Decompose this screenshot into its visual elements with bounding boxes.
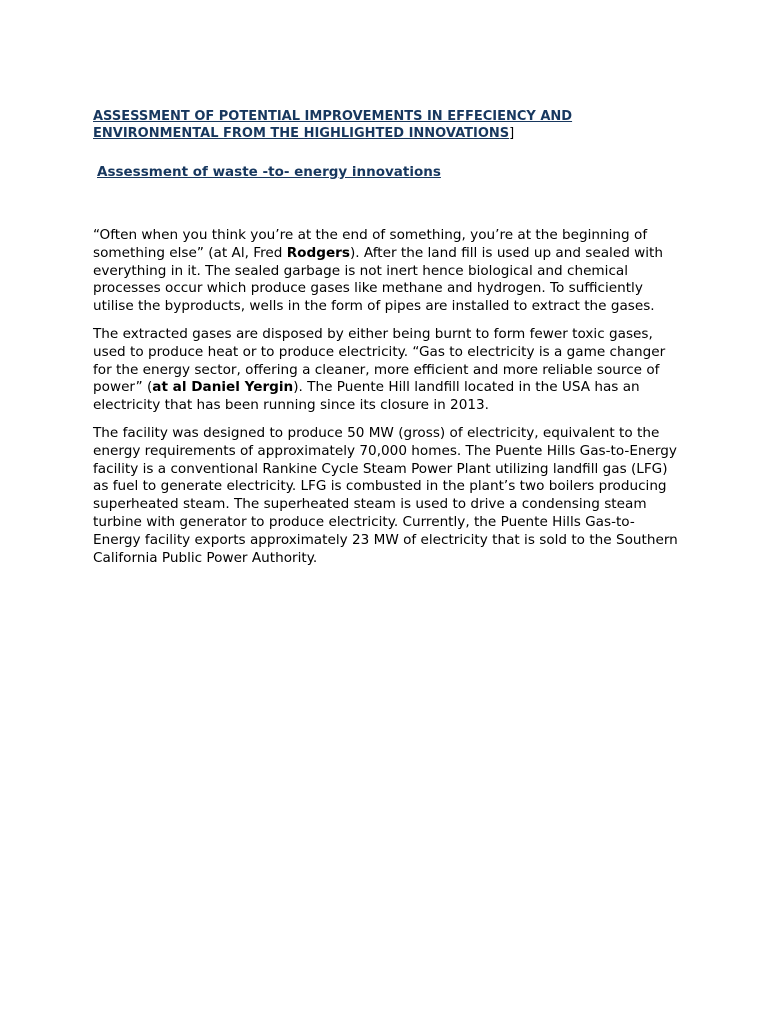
heading-bracket: ] (509, 126, 515, 141)
paragraph-1-citation: Rodgers (286, 244, 350, 261)
document-page (93, 108, 678, 567)
paragraph-1 (93, 227, 678, 316)
main-heading (93, 108, 678, 142)
main-heading-line1: ASSESSMENT OF POTENTIAL IMPROVEMENTS IN EFFECIENCY AND (93, 109, 573, 124)
paragraph-2 (93, 326, 678, 415)
paragraph-2-text-a: The extracted gases are disposed by either being burnt to form fewer toxic gases, used to produce heat or to produce electricity. “Gas to electricity is a game changer for the energy sector, offering a cleaner, more efficient and more reliable source of power” ( (93, 325, 666, 396)
section-subheading: Assessment of waste -to- energy innovations (97, 164, 441, 180)
paragraph-1-text-b: ). After the land fill is used up and sealed with everything in it. The sealed garbage is not inert hence biological and chemical processes occur which produce gases like methane and hydrogen. To sufficiently utilise the byproducts, wells in the form of pipes are installed to extract the gases. (93, 244, 663, 315)
main-heading-line2: ENVIRONMENTAL FROM THE HIGHLIGHTED INNOVATIONS (93, 126, 510, 141)
paragraph-2-text-b: ). The Puente Hill landfill located in the USA has an electricity that has been running since its closure in 2013. (93, 379, 640, 414)
paragraph-1-text-a: “Often when you think you’re at the end of something, you’re at the beginning of something else” (at Al, Fred (93, 227, 648, 261)
paragraph-2-citation: at al Daniel Yergin (152, 379, 294, 396)
paragraph-3: The facility was designed to produce 50 MW (gross) of electricity, equivalent to the energy requirements of approximately 70,000 homes. The Puente Hills Gas-to-Energy facility is a conventional Rankine Cycle Steam Power Plant utilizing landfill gas (LFG) as fuel to generate electricity. LFG is combusted in the plant’s two boilers producing superheated steam. The superheated steam is used to drive a condensing steam turbine with generator to produce electricity. Currently, the Puente Hills Gas-to-Energy facility exports approximately 23 MW of electricity that is sold to the Southern California Public Power Authority. (93, 424, 678, 566)
